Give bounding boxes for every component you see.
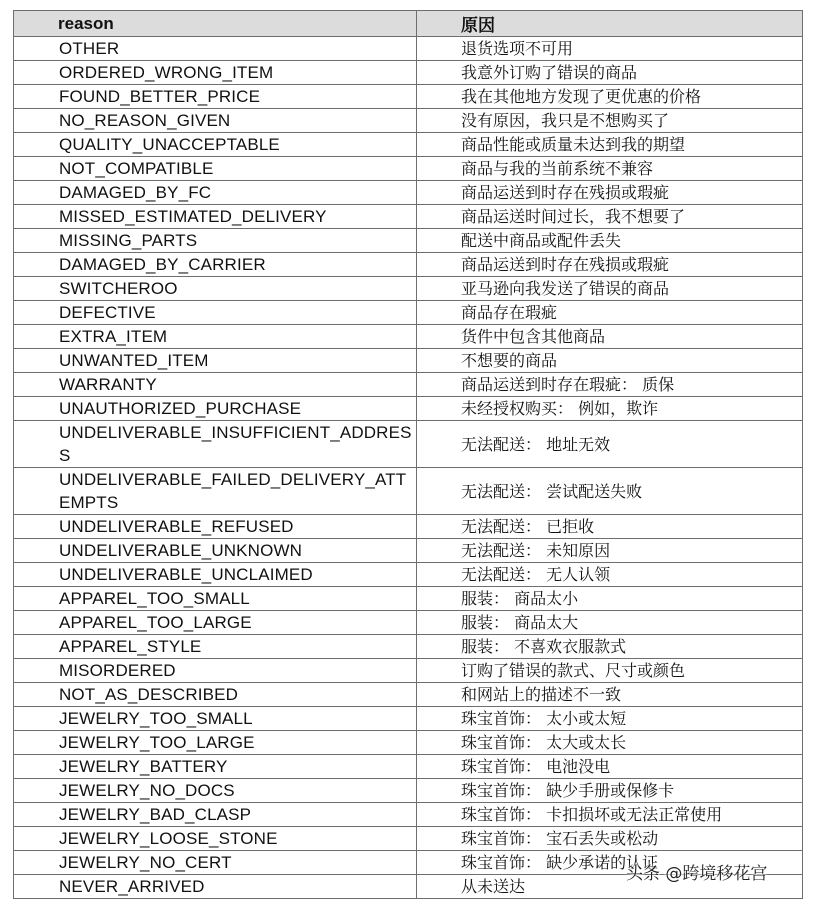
table-row [14,731,803,755]
reason-code: APPAREL_TOO_LARGE [14,611,417,635]
reason-code: UNDELIVERABLE_REFUSED [14,515,417,539]
reason-cn: 亚马逊向我发送了错误的商品 [417,277,803,301]
reason-code: APPAREL_STYLE [14,635,417,659]
reason-code: JEWELRY_NO_DOCS [14,779,417,803]
reason-code: UNDELIVERABLE_UNCLAIMED [14,563,417,587]
table-row [14,539,803,563]
table-row [14,587,803,611]
reason-code: NO_REASON_GIVEN [14,109,417,133]
reason-code: DAMAGED_BY_CARRIER [14,253,417,277]
table-row [14,373,803,397]
reason-code: NEVER_ARRIVED [14,875,417,899]
reason-code: FOUND_BETTER_PRICE [14,85,417,109]
reason-code: UNDELIVERABLE_FAILED_DELIVERY_ATTEMPTS [14,468,417,515]
reason-cn: 珠宝首饰： 缺少手册或保修卡 [417,779,803,803]
reason-code: EXTRA_ITEM [14,325,417,349]
reason-cn: 商品运送到时存在残损或瑕疵 [417,181,803,205]
reason-cn: 服装： 商品太小 [417,587,803,611]
reason-code: UNWANTED_ITEM [14,349,417,373]
reason-code: NOT_AS_DESCRIBED [14,683,417,707]
table-row [14,301,803,325]
reason-cn: 没有原因，我只是不想购买了 [417,109,803,133]
reason-code: APPAREL_TOO_SMALL [14,587,417,611]
table-row [14,803,803,827]
reason-cn: 货件中包含其他商品 [417,325,803,349]
reason-cn: 和网站上的描述不一致 [417,683,803,707]
table-row [14,85,803,109]
reason-code: JEWELRY_NO_CERT [14,851,417,875]
table-row [14,181,803,205]
reason-code: DAMAGED_BY_FC [14,181,417,205]
reason-cn: 商品运送时间过长，我不想要了 [417,205,803,229]
table-row [14,349,803,373]
table-row [14,755,803,779]
table-row [14,157,803,181]
reason-code: JEWELRY_TOO_LARGE [14,731,417,755]
table-row [14,133,803,157]
reason-code: UNDELIVERABLE_UNKNOWN [14,539,417,563]
reason-cn: 退货选项不可用 [417,37,803,61]
table-row [14,277,803,301]
reason-cn: 商品存在瑕疵 [417,301,803,325]
table-row [14,205,803,229]
table-row [14,611,803,635]
reason-code: SWITCHEROO [14,277,417,301]
reason-cn: 我意外订购了错误的商品 [417,61,803,85]
reason-code: JEWELRY_LOOSE_STONE [14,827,417,851]
reason-cn: 未经授权购买： 例如，欺诈 [417,397,803,421]
reason-cn: 商品运送到时存在瑕疵： 质保 [417,373,803,397]
table-row [14,515,803,539]
reason-cn: 无法配送： 无人认领 [417,563,803,587]
reason-cn: 无法配送： 未知原因 [417,539,803,563]
reason-code: WARRANTY [14,373,417,397]
table-row [14,61,803,85]
table-row [14,109,803,133]
reason-cn: 服装： 不喜欢衣服款式 [417,635,803,659]
header-chinese-reason: 原因 [417,11,803,37]
reason-cn: 珠宝首饰： 卡扣损坏或无法正常使用 [417,803,803,827]
reason-cn: 无法配送： 尝试配送失败 [417,468,803,515]
reason-cn: 商品与我的当前系统不兼容 [417,157,803,181]
table-row [14,468,803,515]
table-header-row [14,11,803,37]
reason-cn: 订购了错误的款式、尺寸或颜色 [417,659,803,683]
reason-code: UNDELIVERABLE_INSUFFICIENT_ADDRESS [14,421,417,468]
reason-cn: 商品性能或质量未达到我的期望 [417,133,803,157]
table-row [14,421,803,468]
table-row [14,325,803,349]
table-row [14,563,803,587]
reason-cn: 珠宝首饰： 太大或太长 [417,731,803,755]
reason-code: DEFECTIVE [14,301,417,325]
reason-code: JEWELRY_TOO_SMALL [14,707,417,731]
reason-cn: 我在其他地方发现了更优惠的价格 [417,85,803,109]
reason-code: JEWELRY_BAD_CLASP [14,803,417,827]
header-reason: reason [14,11,417,37]
reason-code: JEWELRY_BATTERY [14,755,417,779]
reason-code: MISSING_PARTS [14,229,417,253]
table-row [14,827,803,851]
table-row [14,779,803,803]
table-row [14,659,803,683]
reason-cn: 服装： 商品太大 [417,611,803,635]
watermark-text: 头条 @跨境移花宫 [626,864,768,884]
return-reasons-table [13,10,803,899]
table-row [14,707,803,731]
table-row [14,37,803,61]
reason-cn: 商品运送到时存在残损或瑕疵 [417,253,803,277]
table-row [14,683,803,707]
return-reasons-table-container [13,10,803,899]
reason-cn: 配送中商品或配件丢失 [417,229,803,253]
table-row [14,397,803,421]
reason-code: NOT_COMPATIBLE [14,157,417,181]
reason-cn: 无法配送： 地址无效 [417,421,803,468]
reason-cn: 珠宝首饰： 宝石丢失或松动 [417,827,803,851]
reason-code: OTHER [14,37,417,61]
reason-cn: 珠宝首饰： 电池没电 [417,755,803,779]
reason-code: UNAUTHORIZED_PURCHASE [14,397,417,421]
reason-cn: 无法配送： 已拒收 [417,515,803,539]
reason-code: QUALITY_UNACCEPTABLE [14,133,417,157]
reason-cn: 珠宝首饰： 缺少承诺的认证 [417,851,803,875]
reason-cn: 从未送达 [417,875,803,899]
reason-cn: 不想要的商品 [417,349,803,373]
reason-code: MISORDERED [14,659,417,683]
table-row [14,229,803,253]
reason-code: MISSED_ESTIMATED_DELIVERY [14,205,417,229]
table-row [14,253,803,277]
reason-cn: 珠宝首饰： 太小或太短 [417,707,803,731]
table-row [14,635,803,659]
reason-code: ORDERED_WRONG_ITEM [14,61,417,85]
